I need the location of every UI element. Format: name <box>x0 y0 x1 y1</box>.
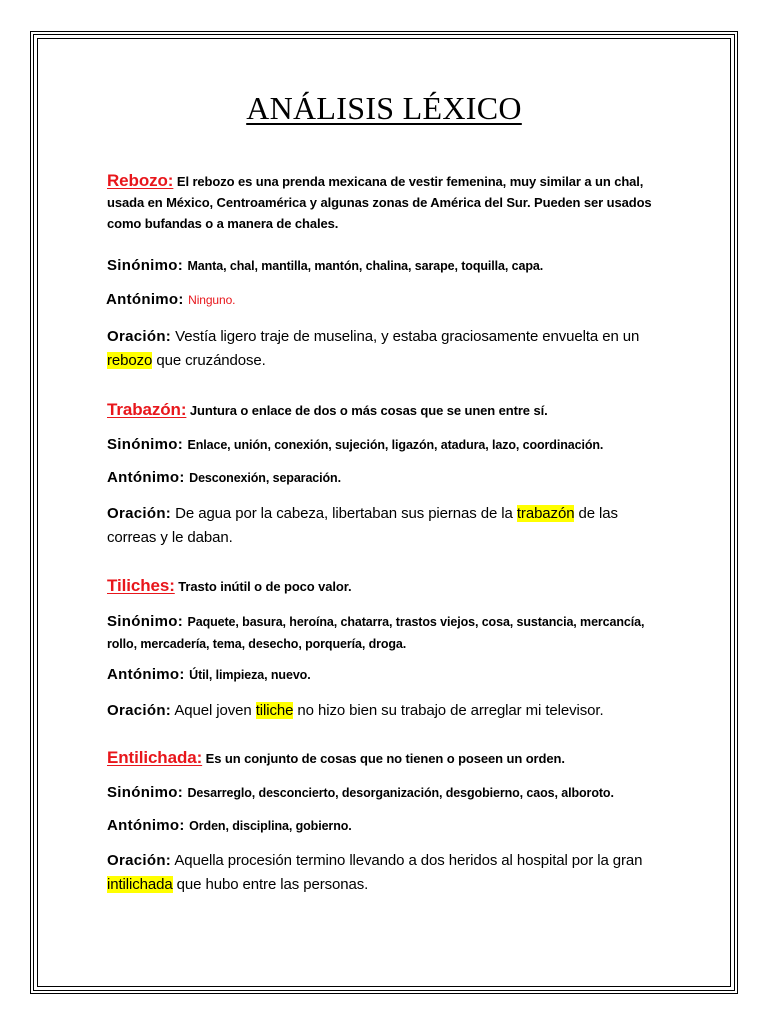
synonym-label: Sinónimo: <box>107 784 184 801</box>
synonym-values: Desarreglo, desconcierto, desorganización, desgobierno, caos, alboroto. <box>187 786 614 800</box>
entry-trabazon-synonyms <box>107 436 667 454</box>
sentence-label: Oración: <box>107 702 172 719</box>
sentence-label: Oración: <box>107 328 172 345</box>
sentence-text-after: no hizo bien su trabajo de arreglar mi televisor. <box>293 702 604 719</box>
sentence-text-before: De agua por la cabeza, libertaban sus piernas de la <box>175 505 517 522</box>
entry-entilichada-sentence <box>107 849 667 897</box>
entry-tiliches-synonyms <box>107 611 667 655</box>
entry-rebozo-synonyms <box>107 257 667 275</box>
sentence-text-after: que cruzándose. <box>152 352 266 369</box>
antonym-label: Antónimo: <box>107 469 185 486</box>
term-entilichada: Entilichada: <box>107 748 203 767</box>
antonym-values: Orden, disciplina, gobierno. <box>189 819 352 833</box>
sentence-text-before: Vestía ligero traje de muselina, y estaba graciosamente envuelta en un <box>175 328 640 345</box>
term-trabazon: Trabazón: <box>107 400 187 419</box>
entry-tiliches-sentence <box>107 699 667 723</box>
definition-text: Es un conjunto de cosas que no tienen o poseen un orden. <box>205 751 565 766</box>
term-rebozo: Rebozo: <box>107 171 174 190</box>
sentence-label: Oración: <box>107 852 172 869</box>
entry-rebozo-sentence <box>107 325 667 373</box>
highlighted-word: rebozo <box>107 352 153 369</box>
term-tiliches: Tiliches: <box>107 576 175 595</box>
antonym-label: Antónimo: <box>107 666 185 683</box>
page-title: ANÁLISIS LÉXICO <box>246 90 522 126</box>
antonym-values: Útil, limpieza, nuevo. <box>189 668 311 682</box>
sentence-text-after: que hubo entre las personas. <box>172 876 369 893</box>
antonym-values: Desconexión, separación. <box>189 471 341 485</box>
entry-trabazon-antonyms <box>107 469 667 487</box>
sentence-text-after: de las correas y le daban. <box>107 505 618 546</box>
entry-entilichada-synonyms <box>107 784 667 802</box>
entry-entilichada-definition <box>107 747 667 769</box>
synonym-label: Sinónimo: <box>107 613 184 630</box>
entry-rebozo-definition <box>107 170 667 234</box>
highlighted-word: trabazón <box>516 505 575 522</box>
definition-text: Trasto inútil o de poco valor. <box>178 579 352 594</box>
entry-tiliches-definition <box>107 575 667 597</box>
highlighted-word: tiliche <box>255 702 294 719</box>
definition-text: El rebozo es una prenda mexicana de vestir femenina, muy similar a un chal, usada en México, Centroamérica y algunas zonas de América del Sur. Pueden ser usados como bufandas o a manera de chales. <box>107 174 652 231</box>
highlighted-word: intilichada <box>107 876 173 893</box>
sentence-label: Oración: <box>107 505 172 522</box>
definition-text: Juntura o enlace de dos o más cosas que se unen entre sí. <box>189 403 548 418</box>
entry-trabazon-sentence <box>107 502 667 550</box>
synonym-values: Manta, chal, mantilla, mantón, chalina, sarape, toquilla, capa. <box>187 259 544 273</box>
synonym-label: Sinónimo: <box>107 257 184 274</box>
synonym-values: Paquete, basura, heroína, chatarra, trastos viejos, cosa, sustancia, mercancía, rollo, mercadería, tema, desecho, porquería, droga. <box>107 615 645 651</box>
entry-tiliches-antonyms <box>107 666 667 684</box>
antonym-label: Antónimo: <box>107 817 185 834</box>
antonym-label: Antónimo: <box>106 291 184 308</box>
sentence-text-before: Aquella procesión termino llevando a dos heridos al hospital por la gran <box>174 852 643 869</box>
antonym-values: Ninguno. <box>188 293 236 307</box>
synonym-label: Sinónimo: <box>107 436 184 453</box>
synonym-values: Enlace, unión, conexión, sujeción, ligazón, atadura, lazo, coordinación. <box>187 438 604 452</box>
entry-entilichada-antonyms <box>107 817 667 835</box>
entry-trabazon-definition <box>107 399 667 421</box>
sentence-text-before: Aquel joven <box>174 702 256 719</box>
entry-rebozo-antonyms <box>106 291 666 309</box>
